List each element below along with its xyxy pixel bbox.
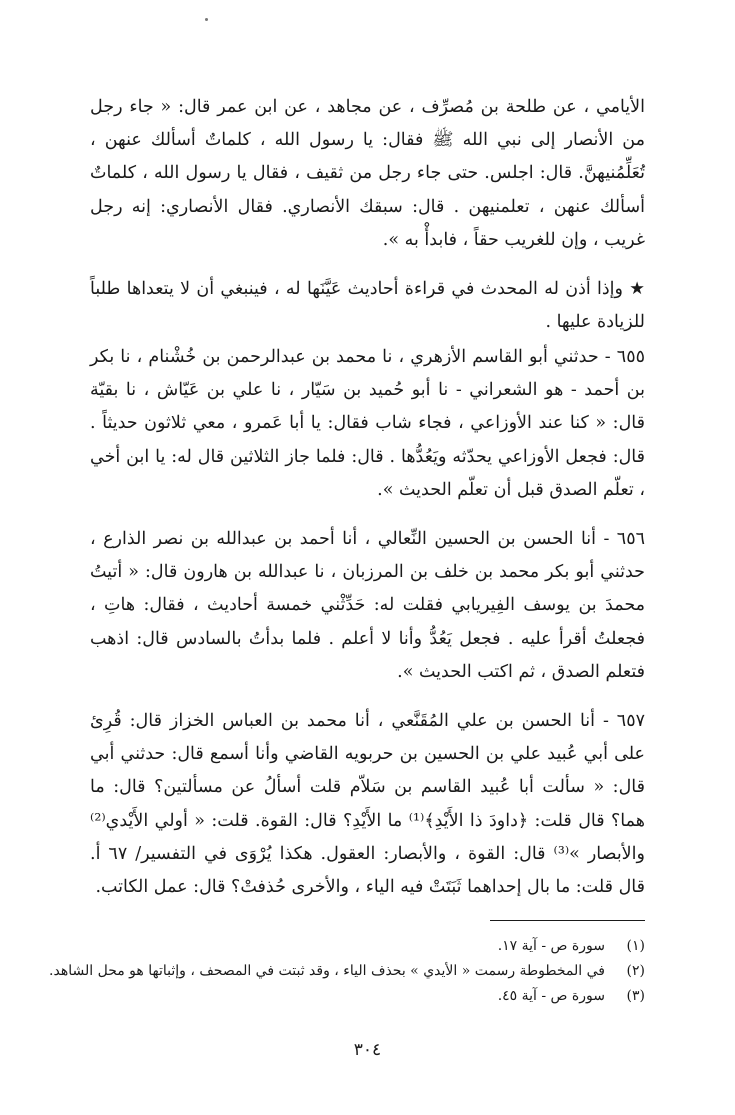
footnote-text: سورة ص - آية ٤٥. [497,988,605,1004]
footnote-number: (٣) [626,988,645,1004]
paragraph-hadith-656 [90,523,645,689]
footnotes [49,934,645,1009]
footnote-item [60,984,645,1009]
footnote-item [49,959,645,984]
footnote-divider [490,920,645,921]
paragraph-text: ٦٥٦ - أنا الحسن بن الحسين النِّعالي ، أنا أحمد بن عبدالله بن نصر الذارع ، حدثني أبو بكر محمد بن خلف بن المرزبان ، نا عبدالله بن هارون قال: « أتيتُ محمدَ بن يوسف الفِيريابي فقلت له: حَدِّثْني خمسة أحاديث ، فقال: هاتِ ، فجعلتُ أقرأ عليه . فجعل يَعُدُّ وأنا لا أعلم . فلما بدأتُ بالسادس قال: اذهب فتعلم الصدق ، ثم اكتب الحديث ». [90,529,645,682]
footnote-text: في المخطوطة رسمت « الأيدي » بحذف الياء ، وقد ثبتت في المصحف ، وإثباتها هو محل الشاهد. [49,963,605,979]
paragraph-note [90,273,645,339]
footnote-text: سورة ص - آية ١٧. [497,938,605,954]
footnote-number: (١) [626,938,645,954]
paragraph-continuation [90,91,645,257]
paragraph-text: ٦٥٧ - أنا الحسن بن علي المُقَنَّعي ، أنا محمد بن العباس الخزاز قال: قُرِئ على أبي عُبيد علي بن الحسين بن حربويه القاضي وأنا أسمع قال: حدثني أبي قال: « سألت أبا عُبيد القاسم بن سَلاّم قلت أسألُ عن مسألتين؟ قال: ما هما؟ قال قلت: ﴿داودَ ذا الأَيْدِ﴾⁽¹⁾ ما الأَيْدِ؟ قال: القوة. قلت: « أولي الأَيْدي⁽²⁾ والأبصار »⁽³⁾ قال: القوة ، والأبصار: العقول. هكذا يُرْوَى في التفسير/ ٦٧ أ. قال قلت: ما بال إحداهما ثَبَتَتْ فيه الياء ، والأخرى حُذفتْ؟ قال: عمل الكاتب. [90,711,645,898]
scan-speck [205,18,208,21]
paragraph-text: ٦٥٥ - حدثني أبو القاسم الأزهري ، نا محمد بن عبدالرحمن بن خُشْنام ، نا بكر بن أحمد - هو الشعراني - نا أبو حُميد بن سَيّار ، نا علي بن عَيّاش ، نا بقيّة قال: « كنا عند الأوزاعي ، فجاء شاب فقال: يا أبا عَمرو ، معي ثلاثون حديثاً . قال: فجعل الأوزاعي يحدّثه ويَعُدُّها . قال: فلما جاز الثلاثين قال له: يا ابن أخي ، تعلّم الصدق قبل أن تعلّم الحديث ». [90,347,645,500]
paragraph-hadith-657 [90,705,645,904]
paragraph-text: ★ وإذا أذن له المحدث في قراءة أحاديث عَيَّنَها له ، فينبغي أن لا يتعداها طلباً للزيادة عليها . [90,279,645,333]
page-number: ٣٠٤ [353,1040,382,1060]
footnote-item [60,934,645,959]
paragraph-text: الأيامي ، عن طلحة بن مُصرِّف ، عن مجاهد ، عن ابن عمر قال: « جاء رجل من الأنصار إلى نبي الله ﷺ فقال: يا رسول الله ، كلماتٌ أسألك عنهن ، تُعَلِّمُنيهنَّ. قال: اجلس. حتى جاء رجل من ثقيف ، فقال يا رسول الله ، كلماتٌ أسألك عنهن ، تعلمنيهن . قال: سبقك الأنصاري. فقال الأنصاري: إنه رجل غريب ، وإن للغريب حقاً ، فابدأْ به ». [90,97,645,250]
paragraph-hadith-655 [90,341,645,507]
footnote-number: (٢) [626,963,645,979]
